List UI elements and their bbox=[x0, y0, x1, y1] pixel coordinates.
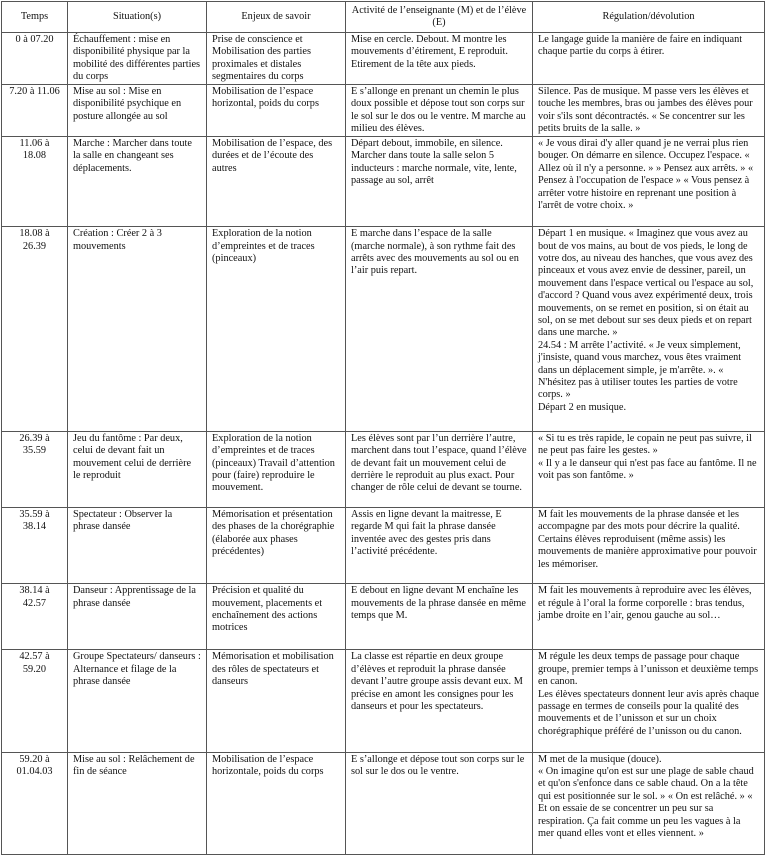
regulation-text: « On imagine qu'on est sur une plage de sable chaud et qu'on s'enfonce dans ce sable chaud. On a la tête qui est positionnée sur le sol. » « On est relâché. » « Et on essaie de se concentrer un peu sur sa respiration. Ça fait comme un peu les vagues à la mer quand elles vont et elles viennent. » bbox=[538, 766, 754, 840]
regulation-text: M fait les mouvements de la phrase dansée et les accompagne par des mots pour décrire la qualité. bbox=[538, 508, 740, 533]
header-row bbox=[2, 2, 765, 33]
situation-cell: Marche : Marcher dans toute la salle en changeant ses déplacements. bbox=[68, 136, 207, 226]
enjeux-cell: Exploration de la notion d’empreintes et de traces (pinceaux) bbox=[207, 227, 346, 432]
activite-cell: Mise en cercle. Debout. M montre les mouvements d’étirement, E reproduit. Etirement de la tête aux pieds. bbox=[346, 33, 533, 85]
regulation-text: Le langage guide la manière de faire en indiquant chaque partie du corps à étirer. bbox=[538, 34, 743, 58]
activite-cell: E s’allonge en prenant un chemin le plus doux possible et dépose tout son corps sur le sol sur le dos ou le ventre. M marche au milieu des élèves. bbox=[346, 84, 533, 136]
regulation-text: Départ 1 en musique. « Imaginez que vous avez au bout de vos mains, au bout de vos pieds, le long de votre dos, au niveau des hanches, que vous avez des pinceaux et vous avez envie de dessiner, pareil, un mouvement dans l'espace vertical ou l'espace au sol, d'accord ? Quand vous avez expérimenté deux, trois mouvements, on se remet en position, si on était au sol, on se met debout sur ses deux pieds et on repart dans une marche. » bbox=[538, 228, 754, 339]
header-enjeux: Enjeux de savoir bbox=[207, 2, 346, 33]
regulation-text: M régule les deux temps de passage pour chaque groupe, premier temps à l’unisson et deuxième temps en canon. bbox=[538, 651, 759, 688]
time-cell: 7.20 à 11.06 bbox=[2, 84, 68, 136]
regulation-text: M met de la musique (douce). bbox=[538, 753, 662, 765]
session-table bbox=[1, 1, 765, 855]
regulation-text: Silence. Pas de musique. M passe vers les élèves et touche les membres, bras ou jambes des élèves pour voir s'ils sont décontractés. « Se concentrer sur les petits bruits de la salle. » bbox=[538, 85, 753, 134]
table-row bbox=[2, 84, 765, 136]
regulation-cell bbox=[533, 752, 765, 854]
regulation-text: « Je vous dirai d'y aller quand je ne verrai plus rien bouger. On démarre en silence. Occupez l'espace. « Allez où il n'y a personne. » » Pensez aux arrêts. » « Pensez à l'occupation de l'espace » « Vous pensez à arrêter votre histoire en reprenant une position à l'arrêt de votre choix. » bbox=[538, 137, 754, 211]
time-cell: 59.20 à 01.04.03 bbox=[2, 752, 68, 854]
regulation-text: « Si tu es très rapide, le copain ne peut pas suivre, il ne peut pas faire les gestes. » bbox=[538, 432, 752, 457]
regulation-cell bbox=[533, 584, 765, 650]
regulation-cell bbox=[533, 431, 765, 507]
table-row bbox=[2, 227, 765, 432]
regulation-cell bbox=[533, 507, 765, 583]
situation-cell: Danseur : Apprentissage de la phrase dansée bbox=[68, 584, 207, 650]
situation-cell: Groupe Spectateurs/ danseurs : Alternance et filage de la phrase dansée bbox=[68, 650, 207, 752]
activite-cell: La classe est répartie en deux groupe d’élèves et reproduit la phrase dansée devant l’autre groupe assis devant eux. M précise en amont les consignes pour les danseurs et pour les spectateurs. bbox=[346, 650, 533, 752]
table-row bbox=[2, 431, 765, 507]
regulation-cell bbox=[533, 136, 765, 226]
header-activite: Activité de l’enseignante (M) et de l’élève (E) bbox=[346, 2, 533, 33]
time-cell: 42.57 à 59.20 bbox=[2, 650, 68, 752]
situation-cell: Jeu du fantôme : Par deux, celui de devant fait un mouvement celui de derrière le reproduit bbox=[68, 431, 207, 507]
enjeux-cell: Prise de conscience et Mobilisation des parties proximales et distales segmentaires du corps bbox=[207, 33, 346, 85]
regulation-text: Départ 2 en musique. bbox=[538, 401, 627, 413]
regulation-text: Certains élèves reproduisent (même assis) les mouvements de manière approximative pour pouvoir les mémoriser. bbox=[538, 533, 757, 570]
table-row bbox=[2, 650, 765, 752]
time-cell: 11.06 à 18.08 bbox=[2, 136, 68, 226]
enjeux-cell: Précision et qualité du mouvement, placements et enchaînement des actions motrices bbox=[207, 584, 346, 650]
activite-cell: E s’allonge et dépose tout son corps sur le sol sur le dos ou le ventre. bbox=[346, 752, 533, 854]
table-row bbox=[2, 136, 765, 226]
activite-cell: Départ debout, immobile, en silence. Marcher dans toute la salle selon 5 inducteurs : marche normale, vite, lente, passage au sol, arrêt bbox=[346, 136, 533, 226]
regulation-text: 24.54 : M arrête l’activité. « Je veux simplement, j'insiste, quand vous marchez, vous êtes vraiment dans un déplacement simple, je m'arrête. ». « N'hésitez pas à utiliser toutes les parties de votre corps. » bbox=[538, 339, 742, 401]
enjeux-cell: Mémorisation et mobilisation des rôles de spectateurs et danseurs bbox=[207, 650, 346, 752]
activite-cell: E debout en ligne devant M enchaîne les mouvements de la phrase dansée en même temps que M. bbox=[346, 584, 533, 650]
table-row bbox=[2, 584, 765, 650]
time-cell: 38.14 à 42.57 bbox=[2, 584, 68, 650]
table-row bbox=[2, 33, 765, 85]
activite-cell: E marche dans l’espace de la salle (marche normale), à son rythme fait des arrêts avec des mouvements au sol ou en l’air puis repart. bbox=[346, 227, 533, 432]
time-cell: 18.08 à 26.39 bbox=[2, 227, 68, 432]
header-temps: Temps bbox=[2, 2, 68, 33]
enjeux-cell: Mobilisation de l’espace, des durées et de l’écoute des autres bbox=[207, 136, 346, 226]
time-cell: 35.59 à 38.14 bbox=[2, 507, 68, 583]
time-cell: 26.39 à 35.59 bbox=[2, 431, 68, 507]
regulation-cell bbox=[533, 84, 765, 136]
enjeux-cell: Mobilisation de l’espace horizontale, poids du corps bbox=[207, 752, 346, 854]
activite-cell: Les élèves sont par l’un derrière l’autre, marchent dans tout l’espace, quand l’élève de devant fait un mouvement celui de derrière le reproduit au plus exact. Pour changer de rôle celui de devant se tourne. bbox=[346, 431, 533, 507]
time-cell: 0 à 07.20 bbox=[2, 33, 68, 85]
header-situation: Situation(s) bbox=[68, 2, 207, 33]
situation-cell: Mise au sol : Relâchement de fin de séance bbox=[68, 752, 207, 854]
regulation-text: M fait les mouvements à reproduire avec les élèves, et régule à l’oral la forme corporelle : bras tendus, jambe droite en l’air, genou gauche au sol… bbox=[538, 585, 752, 621]
regulation-cell bbox=[533, 33, 765, 85]
enjeux-cell: Mobilisation de l’espace horizontal, poids du corps bbox=[207, 84, 346, 136]
situation-cell: Échauffement : mise en disponibilité physique par la mobilité des différentes parties du corps bbox=[68, 33, 207, 85]
table-row bbox=[2, 507, 765, 583]
activite-cell: Assis en ligne devant la maitresse, E regarde M qui fait la phrase dansée inventée avec des gestes pris dans l’activité précédente. bbox=[346, 507, 533, 583]
regulation-text: « Il y a le danseur qui n'est pas face au fantôme. Il ne voit pas son fantôme. » bbox=[538, 457, 757, 481]
situation-cell: Spectateur : Observer la phrase dansée bbox=[68, 507, 207, 583]
table-row bbox=[2, 752, 765, 854]
regulation-cell bbox=[533, 227, 765, 432]
situation-cell: Création : Créer 2 à 3 mouvements bbox=[68, 227, 207, 432]
header-regulation: Régulation/dévolution bbox=[533, 2, 765, 33]
regulation-text: Les élèves spectateurs donnent leur avis après chaque passage en termes de conseils pour la qualité des mouvements et de l’unisson et sur un choix chorégraphique préféré de l’unisson ou du canon. bbox=[538, 688, 760, 737]
regulation-cell bbox=[533, 650, 765, 752]
enjeux-cell: Mémorisation et présentation des phases de la chorégraphie (élaborée aux phases précédentes) bbox=[207, 507, 346, 583]
situation-cell: Mise au sol : Mise en disponibilité psychique en posture allongée au sol bbox=[68, 84, 207, 136]
enjeux-cell: Exploration de la notion d’empreintes et de traces (pinceaux) Travail d’attention pour (faire) reproduire le mouvement. bbox=[207, 431, 346, 507]
